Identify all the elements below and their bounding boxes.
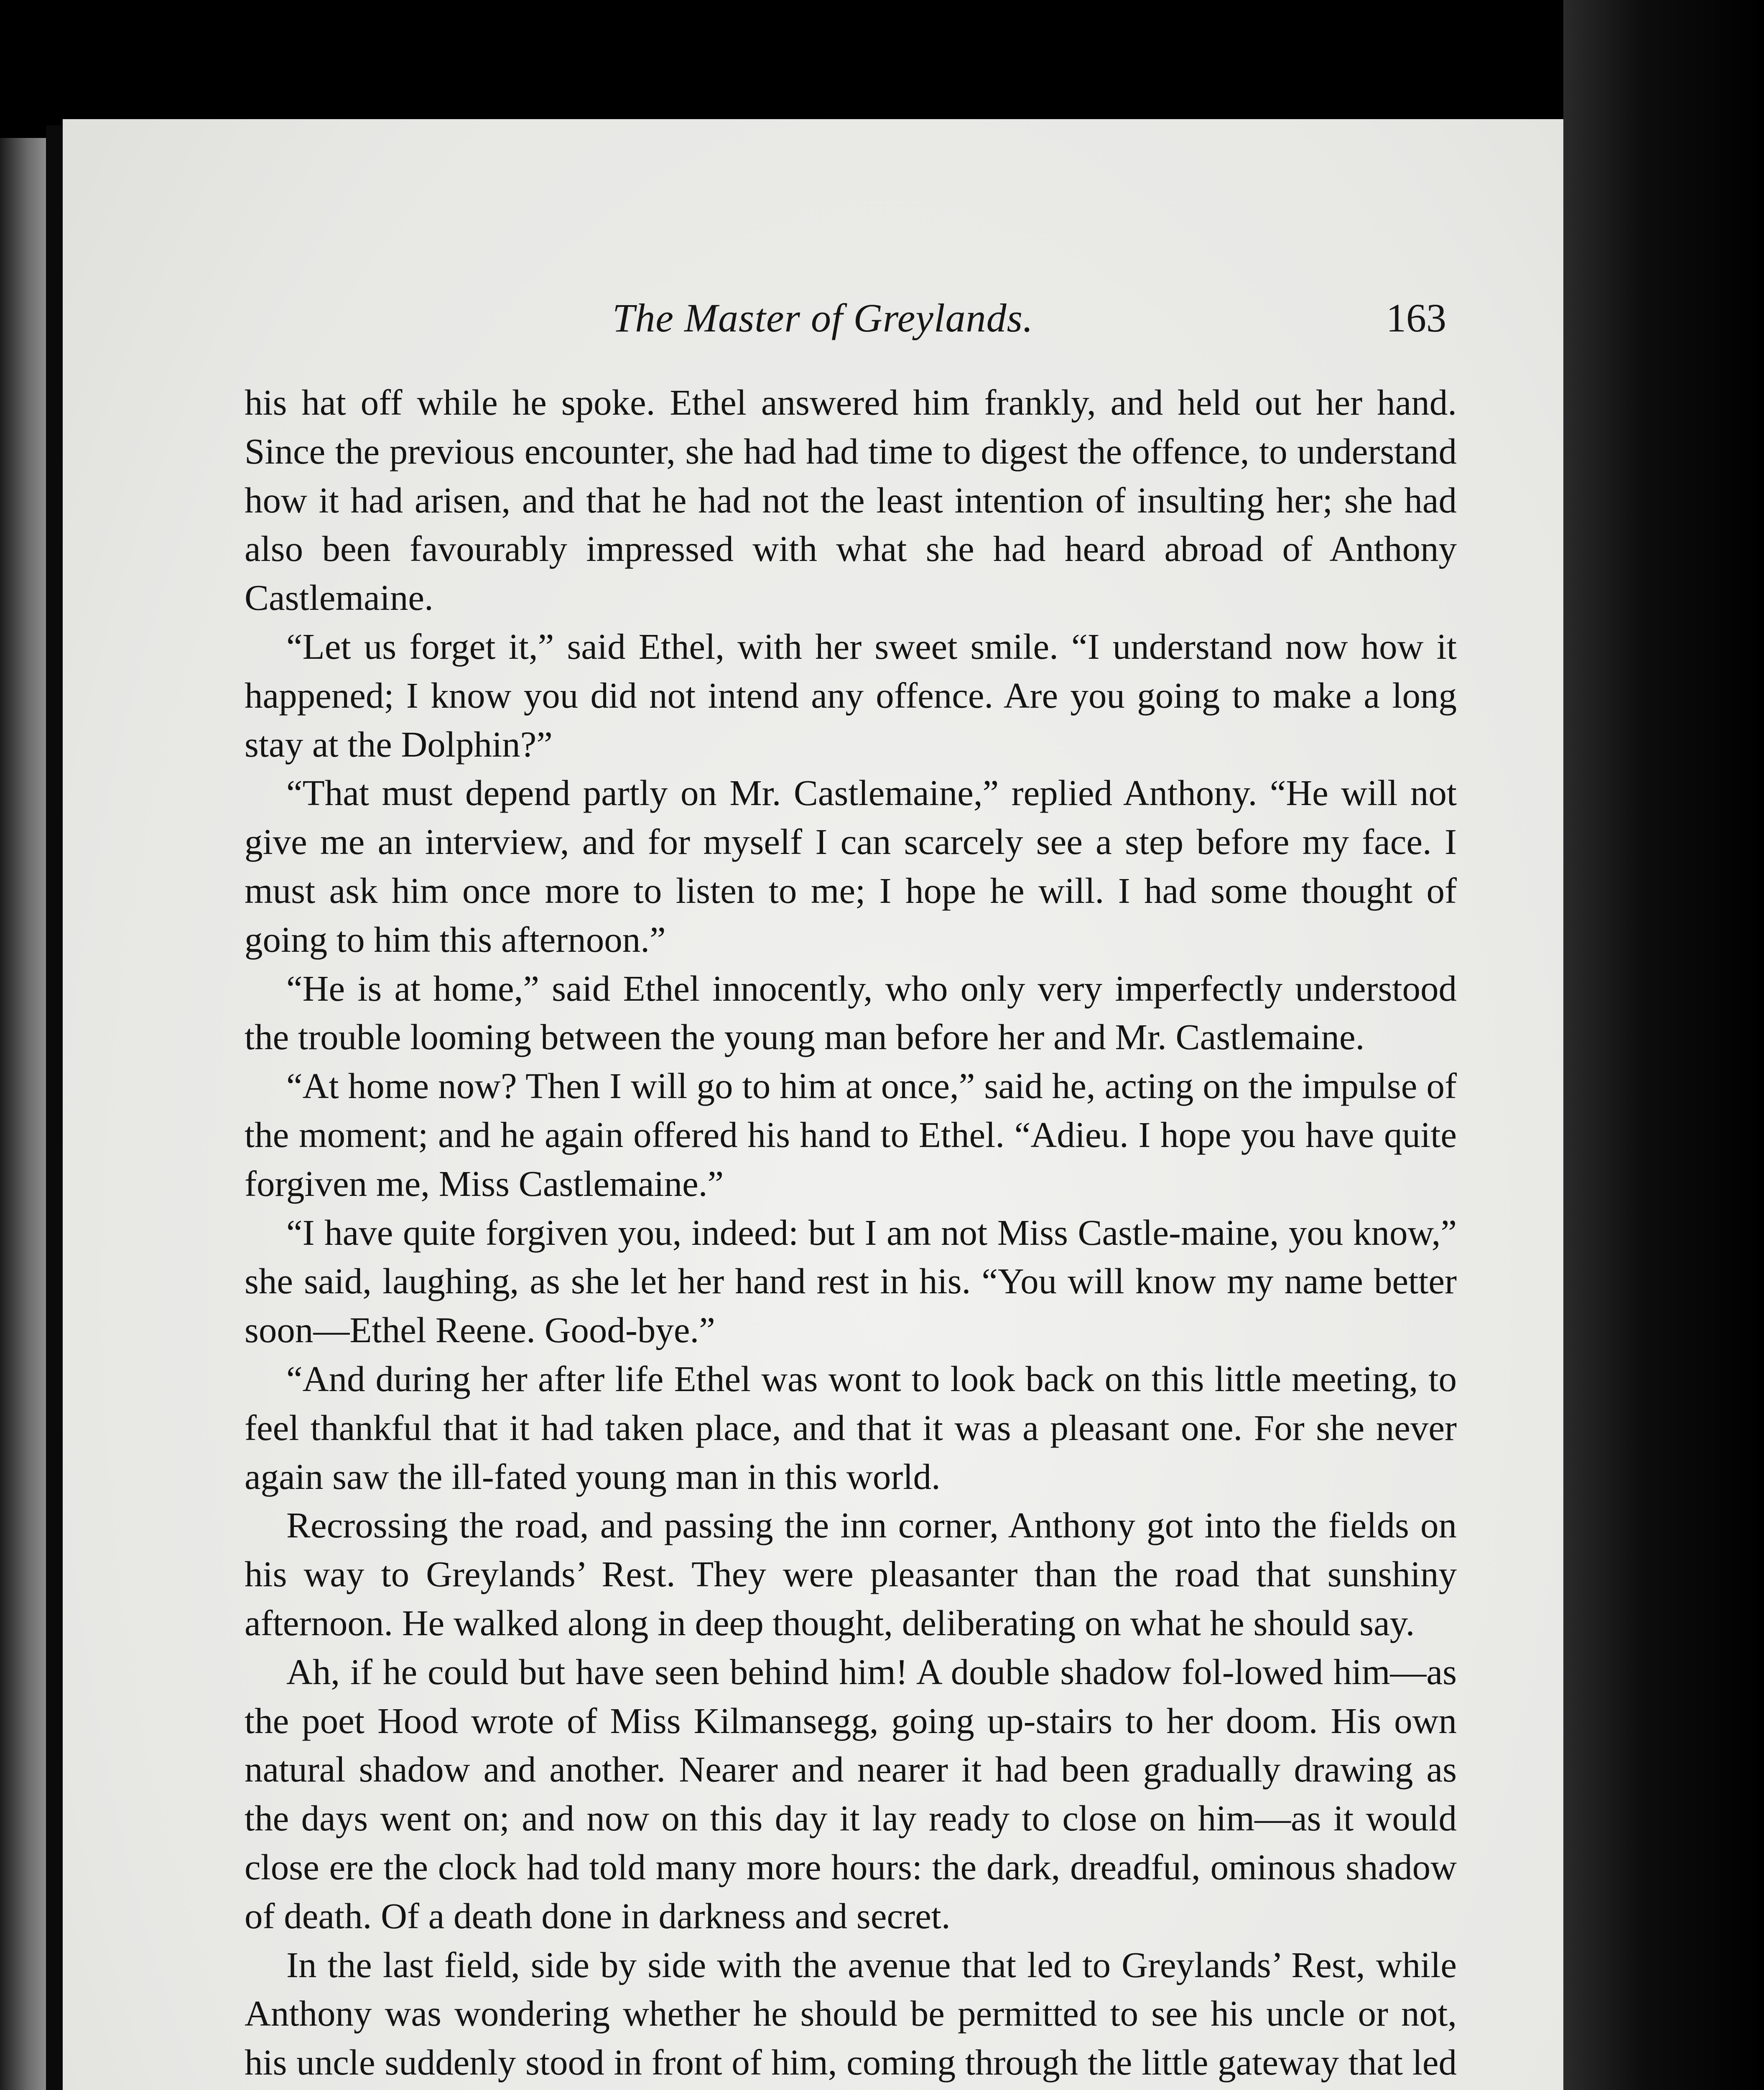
body-text [245,378,1457,2090]
paragraph: “That must depend partly on Mr. Castlemaine,” replied Anthony. “He will not give me an interview, and for myself I can scarcely see a step before my face. I must ask him once more to listen to me; I hope he will. I had some thought of going to him this afternoon.” [245,772,1457,960]
paragraph: “He is at home,” said Ethel innocently, who only very imperfectly understood the trouble looming between the young man before her and Mr. Castlemaine. [245,968,1457,1058]
page-number: 163 [1386,296,1446,340]
paragraph: his hat off while he spoke. Ethel answered him frankly, and held out her hand. Since the previous encounter, she had had time to digest the offence, to understand how it had arisen, and that he had not the least intention of insulting her; she had also been favourably impressed with what she had heard abroad of Anthony Castlemaine. [245,382,1457,618]
adjacent-page-edge [0,138,46,2090]
running-head [184,295,1446,345]
running-title: The Master of Greylands. [612,296,1034,340]
book-cover-edge [1563,0,1764,2090]
paragraph: Ah, if he could but have seen behind him! A double shadow fol-lowed him—as the poet Hood wrote of Miss Kilmansegg, going up-stairs to her doom. His own natural shadow and another. Nearer and nearer it had been gradually drawing as the days went on; and now on this day it lay ready to close on him—as it would close ere the clock had told many more hours: the dark, dreadful, ominous shadow of death. Of a death done in darkness and secret. [245,1651,1457,1936]
book-gutter [46,125,63,2090]
paragraph: In the last field, side by side with the avenue that led to Greylands’ Rest, while Anthony was wondering whether he should be permitted to see his uncle or not, his uncle suddenly stood in front of him, coming through the little gateway that led [245,1944,1457,2083]
paragraph: “I have quite forgiven you, indeed: but I am not Miss Castle-maine, you know,” she said, laughing, as she let her hand rest in his. “You will know my name better soon—Ethel Reene. Good-bye.” [245,1212,1457,1351]
paragraph: “At home now? Then I will go to him at once,” said he, acting on the impulse of the moment; and he again offered his hand to Ethel. “Adieu. I hope you have quite forgiven me, Miss Castlemaine.” [245,1065,1457,1204]
paragraph: “Let us forget it,” said Ethel, with her sweet smile. “I understand now how it happened; I know you did not intend any offence. Are you going to make a long stay at the Dolphin?” [245,626,1457,765]
paragraph: “And during her after life Ethel was wont to look back on this little meeting, to feel thankful that it had taken place, and that it was a pleasant one. For she never again saw the ill-fated young man in this world. [245,1358,1457,1497]
paragraph: Recrossing the road, and passing the inn corner, Anthony got into the fields on his way to Greylands’ Rest. They were pleasanter than the road that sunshiny afternoon. He walked along in deep thought, deliberating on what he should say. [245,1505,1457,1643]
